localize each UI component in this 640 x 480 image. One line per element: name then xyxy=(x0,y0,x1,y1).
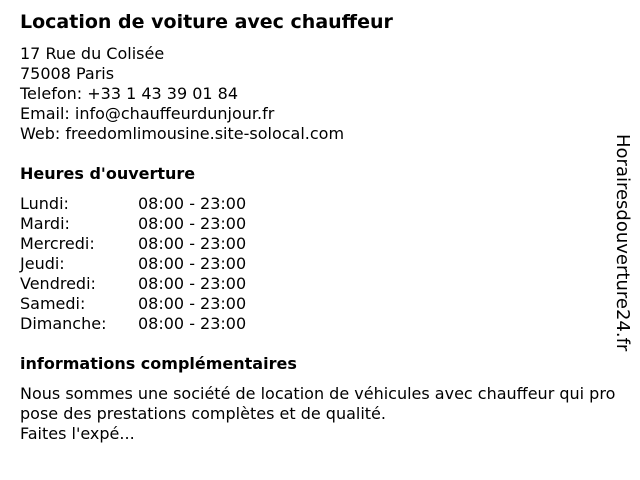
description-text: Nous sommes une société de location de véhicules avec chauffeur qui propose des prestations complètes et de qualité. xyxy=(20,384,616,423)
time-range: 08:00 - 23:00 xyxy=(138,294,247,313)
time-range: 08:00 - 23:00 xyxy=(138,274,247,293)
email-address: Email: info@chauffeurdunjour.fr xyxy=(20,104,275,123)
hours-row-wednesday xyxy=(20,234,246,254)
time-range: 08:00 - 23:00 xyxy=(138,254,247,273)
business-title: Location de voiture avec chauffeur xyxy=(20,11,393,33)
description-more: Faites l'expé... xyxy=(20,424,135,443)
street-address: 17 Rue du Colisée xyxy=(20,44,165,63)
business-description xyxy=(20,384,625,444)
day-label: Mercredi: xyxy=(20,234,95,253)
hours-row-sunday xyxy=(20,314,246,334)
time-range: 08:00 - 23:00 xyxy=(138,214,247,233)
hours-row-monday xyxy=(20,194,246,214)
hours-row-tuesday xyxy=(20,214,246,234)
additional-info-heading: informations complémentaires xyxy=(20,354,297,373)
day-label: Samedi: xyxy=(20,294,86,313)
city-postcode: 75008 Paris xyxy=(20,64,115,83)
day-label: Dimanche: xyxy=(20,314,107,333)
phone-number: Telefon: +33 1 43 39 01 84 xyxy=(20,84,239,103)
website: Web: freedomlimousine.site-solocal.com xyxy=(20,124,345,143)
day-label: Jeudi: xyxy=(20,254,65,273)
day-label: Lundi: xyxy=(20,194,69,213)
opening-hours-heading: Heures d'ouverture xyxy=(20,164,196,183)
time-range: 08:00 - 23:00 xyxy=(138,234,247,253)
hours-row-saturday xyxy=(20,294,246,314)
day-label: Mardi: xyxy=(20,214,70,233)
time-range: 08:00 - 23:00 xyxy=(138,194,247,213)
time-range: 08:00 - 23:00 xyxy=(138,314,247,333)
site-watermark: Horairesdouverture24.fr xyxy=(612,134,633,352)
day-label: Vendredi: xyxy=(20,274,96,293)
hours-row-thursday xyxy=(20,254,246,274)
hours-row-friday xyxy=(20,274,246,294)
contact-block xyxy=(20,44,344,144)
opening-hours-table xyxy=(20,194,246,334)
